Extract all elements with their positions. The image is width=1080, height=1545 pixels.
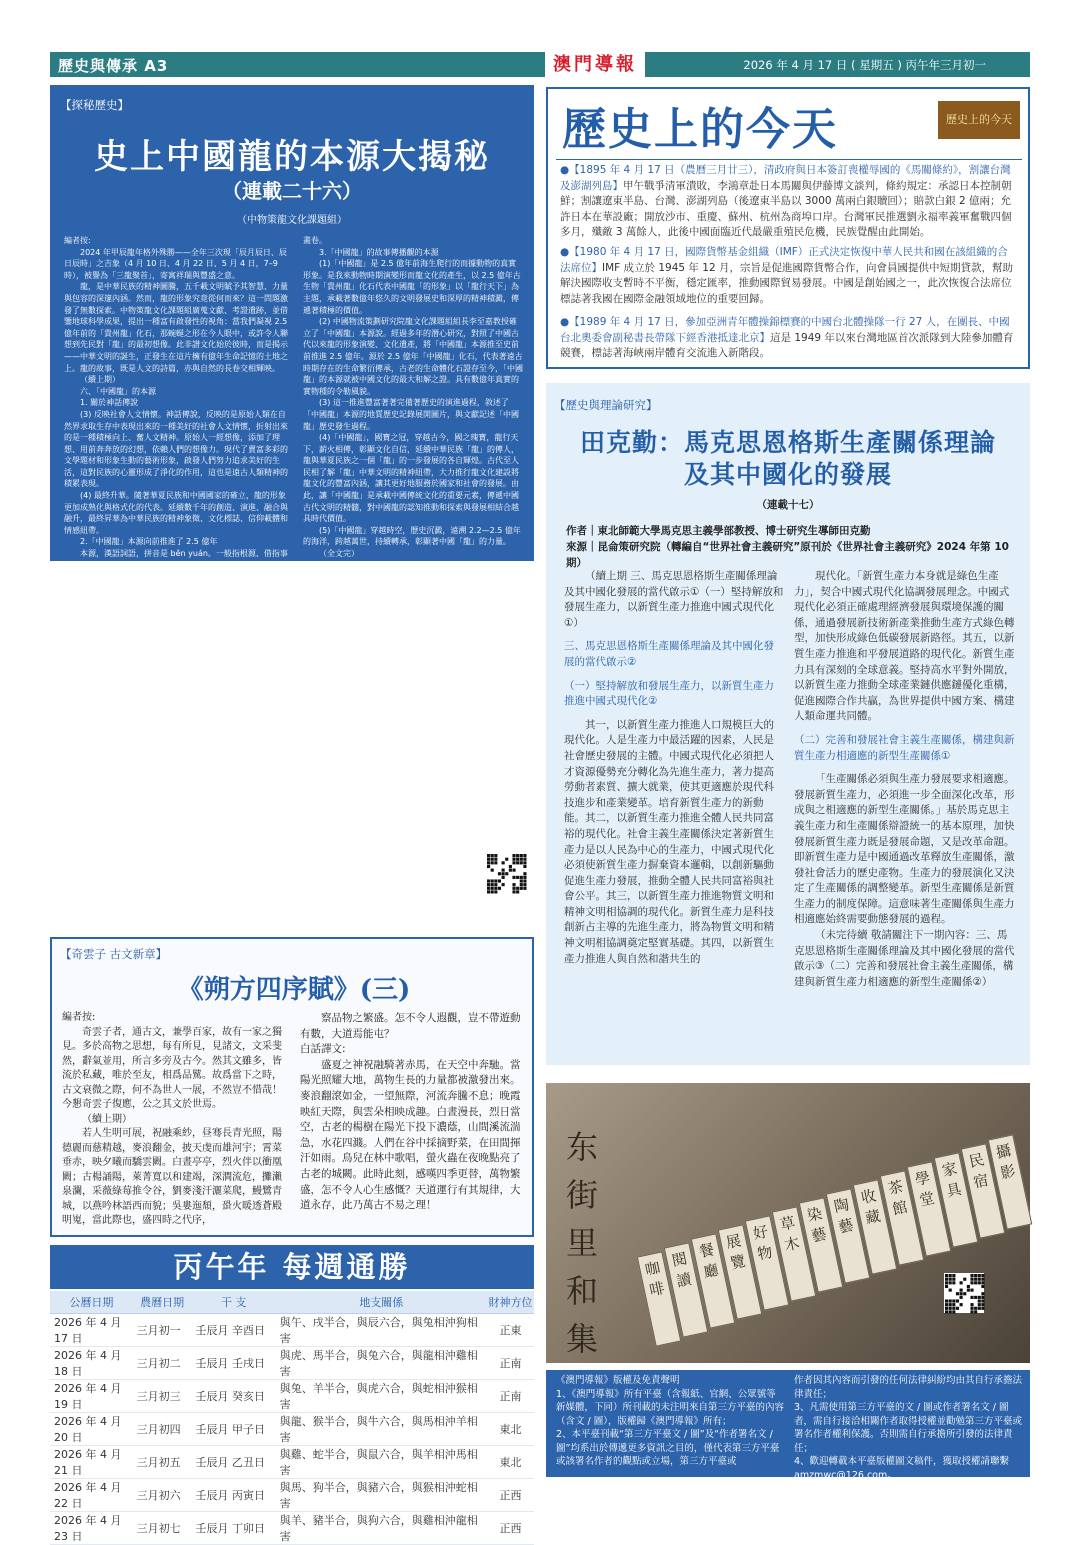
paragraph: （續上期） <box>80 375 120 385</box>
editor-conclusion-label: 【編者結語】 <box>303 560 351 570</box>
qr-module <box>949 1274 952 1277</box>
qr-module <box>494 858 497 861</box>
source-line: 來源｜昆侖策研究院（轉編自“世界社會主義研究”原刊於《世界社會主義研究》2024 年第 10 期） <box>566 541 1009 569</box>
qr-module <box>978 1299 981 1302</box>
qr-module <box>974 1274 977 1277</box>
qr-module <box>981 1274 984 1277</box>
paragraph: 中國物流策劃研究院龍文化課題組創建中國龍「本源說過程」的本源小時發生的主要時空的現象：與現代生物學的最新研究成果證明，龍體具身、靈魂生物學，以及比較形態學等多方面。地質學、古生物學、考古學，遺跡學、文物學、歷史學、民俗學、古典文獻學、藝術學、策劃學、繪畫學、神話學以及民間傳說等方面的知識於一體，依據化石、雕塑作品，圖片資料、信息數據，將中華民族遠古祖宗億年的史前與神藝分類構成了一幅完整的 <box>64 583 288 674</box>
qr-module <box>523 883 526 886</box>
qr-module <box>502 876 505 879</box>
qr-module <box>487 854 490 857</box>
qr-module <box>981 1281 984 1284</box>
column-header: 干 支 <box>192 1291 276 1313</box>
page-header <box>50 52 1030 77</box>
qr-module <box>516 858 519 861</box>
editor-note-label: 編者按: <box>64 236 91 245</box>
qr-module <box>520 854 523 857</box>
qr-module <box>970 1310 973 1313</box>
qr-module <box>949 1278 952 1281</box>
qr-module <box>520 861 523 864</box>
article-column-1 <box>62 1011 288 1229</box>
sign-plank: 收藏 <box>853 1179 898 1274</box>
qr-module <box>981 1285 984 1288</box>
cell: 正南 <box>487 1379 534 1412</box>
divider <box>556 159 1022 160</box>
sign-plank: 民宿 <box>961 1143 1006 1238</box>
qr-module <box>491 879 494 882</box>
paragraph: 龍，是中華民族的精神圖騰，五千載文明賦予其智慧、力量與包容的深邃內涵。然而，龍的形象究竟從何而來？這一問題激發了無數探索。中物策龍文化課題組廣蒐文獻、考證遺跡，並借鑒地球科學成果，提出一種富有啟發性的視角：當我們凝視 2.5 億年前的「貴州龍」化石，那蜿蜒之形在今人眼中，或許令人聯想到先民對「龍」的最初想像。此非譜文化始於彼時，而是揭示——中華文明的誕生，正發生在這片擁有億年生命記憶的土地之上。龍的故事，既是人文的詩篇，亦與自然的長卷交相輝映。 <box>64 282 288 373</box>
paragraph: 察品物之繁盛。怎不令人遐觀，豈不帶遊動有數，大道焉能屯？ <box>300 1012 521 1040</box>
table-row <box>50 1412 534 1445</box>
cell: 東北 <box>487 1412 534 1445</box>
table-row <box>50 1346 534 1379</box>
weekly-almanac <box>50 1245 534 1543</box>
qr-module <box>970 1274 973 1277</box>
cell: 三月初一 <box>133 1313 192 1346</box>
sign-plank: 染藝 <box>799 1197 844 1292</box>
article-title-line-1: 田克勤：馬克思恩格斯生產關係理論 <box>579 428 996 457</box>
qr-module <box>949 1303 952 1306</box>
qr-module <box>945 1299 948 1302</box>
qr-module <box>974 1278 977 1281</box>
article-column-2 <box>794 569 1016 990</box>
sign-plank: 攝影 <box>988 1134 1033 1229</box>
qr-module <box>523 865 526 868</box>
qr-module <box>512 887 515 890</box>
qr-module <box>487 865 490 868</box>
qr-module <box>512 861 515 864</box>
qr-module <box>505 872 508 875</box>
qr-module <box>970 1307 973 1310</box>
issue-date: 2026 年 4 月 17 日 ( 星期五 ) 丙午年三月初一 <box>743 58 986 72</box>
qr-module <box>978 1274 981 1277</box>
cell: 三月初三 <box>133 1379 192 1412</box>
column-header: 公曆日期 <box>50 1291 133 1313</box>
qr-module <box>523 879 526 882</box>
cell: 2026 年 4 月 23 日 <box>50 1511 133 1544</box>
qr-module <box>516 861 519 864</box>
qr-module <box>494 883 497 886</box>
qr-module <box>502 869 505 872</box>
qr-module <box>981 1307 984 1310</box>
qr-module <box>491 890 494 893</box>
article-org: （中物策龍文化課題組） <box>237 215 347 226</box>
qr-module <box>945 1274 948 1277</box>
qr-module <box>952 1303 955 1306</box>
qr-module <box>502 872 505 875</box>
qr-module <box>949 1299 952 1302</box>
qr-module <box>523 876 526 879</box>
paragraph: （續上期） <box>82 1113 132 1125</box>
qr-module <box>509 869 512 872</box>
qr-module <box>498 872 501 875</box>
cell: 與兔、羊半合，與虎六合，與蛇相沖猴相害 <box>276 1379 487 1412</box>
paragraph: 然而需明確區分：「貴州龍」等屬自然科學範疇的史前動物，而「中國龍」是中華先民自新石器時代（約 5500–6000 年前，如紅山文化玉龍）起逐步創造的文化符號。文化的誕生以人類社會為前提，在人類尚未出現的 2.5 億年前，不可能存在對「龍」的崇拜或象徵體系。因此，文中「本源推前 2.5 億年」宜理解為——種連接地球生命史與中華文明史的隱喻性或詩意表達，而非對文化起源時間的科學斷言。特此說明。 <box>303 618 521 698</box>
qr-module <box>487 890 490 893</box>
qr-module <box>945 1281 948 1284</box>
qr-module <box>516 876 519 879</box>
qr-module <box>494 854 497 857</box>
column-tag: 【歷史與理論研究】 <box>554 398 658 412</box>
qr-module <box>952 1274 955 1277</box>
notice-column-1: 《澳門導報》版權及免責聲明 1、《澳門導報》所有平臺（含報紙、官網、公眾號等新媒體，下同）所刊載的未注明來自第三方平臺的內容（含文 / 圖），版權歸《澳門導報》所有； 2、本平臺刊載“第三方平臺文 / 圖”及“作者署名文 / 圖”均系出於傳遞更多資訊之目的，僅代表第三方平臺或該署名作者的觀點或立場，第三方平臺或 <box>556 1375 785 1467</box>
cell: 壬辰月 乙丑日 <box>192 1445 276 1478</box>
qr-module <box>494 887 497 890</box>
qr-module <box>523 854 526 857</box>
qr-module <box>949 1310 952 1313</box>
sign-plank: 咖啡 <box>637 1251 682 1346</box>
paragraph: 本文以三疊紀「貴州龍」等古生物化石為切入點，提出「中國龍本源可追溯至 2.5 億年前」的觀點，其立意在於展現中華大地數十億年生命演化的深厚根基，並嘗試建立生態記憶同觀。 <box>303 572 521 616</box>
editor-note-label: 編者按: <box>62 1012 96 1023</box>
translation-label: 白話譯文: <box>300 1043 346 1056</box>
qr-module <box>967 1285 970 1288</box>
paragraph: 本源，漢語詞語，拼音是 běn yuán。一般指根源、借指事物的根源。起源，也指根本，指事物的最重要方面，事物從本源開始生成的，一切萬物的本源之謎都是有說服的說明。 <box>64 549 288 582</box>
qr-module <box>960 1289 963 1292</box>
paragraph: 盛夏之神祝融騎著赤馬，在天空中奔馳。當陽光照耀大地，萬物生長的力量都被激發出來。麥浪翻滾如金，一望無際，河流奔騰不息；晚霞映紅天際，與雲朵相映成趣。白晝漫長，烈日當空，古老的楊樹在陽光下投下濃蔭，山間溪流湍急，水花四濺。人們在谷中採摘野菜，在田間揮汗如雨。鳥兒在林中歌唱，螢火蟲在夜晚點亮了古老的城闕。此時此刻，感嘆四季更替，萬物繁盛，怎不令人心生感慨？天道運行有其規律，大道永存，此乃萬古不易之理！ <box>300 1058 521 1212</box>
cell: 三月初六 <box>133 1478 192 1511</box>
qr-module <box>952 1307 955 1310</box>
qr-code[interactable] <box>486 853 526 893</box>
history-today-box <box>546 87 1030 369</box>
qr-module <box>498 887 501 890</box>
qr-module <box>491 858 494 861</box>
qr-module <box>960 1292 963 1295</box>
dragon-article <box>50 85 534 698</box>
cell: 正東 <box>487 1313 534 1346</box>
qr-module <box>516 854 519 857</box>
paragraph: (5)「中國龍」穿越時空，歷史沉澱，遠溯 2.2—2.5 億年的海洋，跨越萬世，持續轉承，彰顯著中國「龍」的力量。 <box>303 525 521 547</box>
section-label: 歷史與傳承 A3 <box>58 57 169 75</box>
history-item-head: ●【1989 年 4 月 17 日，參加亞洲青年體操錦標賽的中國台北體操隊一行 27 人，在團長、中國台北奧委會副秘書長帶隊下經香港抵達北京】 <box>560 316 1010 344</box>
qr-module <box>981 1303 984 1306</box>
qr-module <box>520 879 523 882</box>
qr-module <box>978 1307 981 1310</box>
qr-module <box>487 858 490 861</box>
cell: 壬辰月 甲子日 <box>192 1412 276 1445</box>
qr-module <box>960 1303 963 1306</box>
qr-module <box>523 887 526 890</box>
qr-module <box>512 883 515 886</box>
qr-module <box>963 1292 966 1295</box>
qr-module <box>945 1285 948 1288</box>
qr-module <box>945 1278 948 1281</box>
paragraph: (3) 反映社會人文情懷。神話傳說，反映的是原始人類在自然界求取生存中表現出來的一種美好的社會人文情懷，折射出來的是一種積極向上、奮人文精神。原始人一經想像，添加了理想、用前奔奔放的幻想，依賴人們的想像力。現代了賣富多彩的文學題材和形象生動的藝術形象，啟發人們努力追求美好的生活，這對民族的心靈形成了淨化的作用，這也是遠古人類精神的積累表現。 <box>64 409 288 489</box>
table-row <box>50 1478 534 1511</box>
qr-pattern <box>486 853 526 893</box>
qr-module <box>981 1292 984 1295</box>
qr-module <box>494 861 497 864</box>
table-header-row <box>50 1291 534 1313</box>
qr-module <box>520 887 523 890</box>
cell: 正西 <box>487 1478 534 1511</box>
qr-module <box>516 887 519 890</box>
paragraph: 2024 年甲辰龍年格外殊勝——全年三次現「辰月辰日、辰日辰時」之吉象（4 月 10 日、4 月 22 日、5 月 4 日，7–9 時），被譽為「三龍聚首」，寄寓祥瑞與豐盛之意。 <box>64 247 287 280</box>
section-heading: 2.「中國龍」本源向前推進了 2.5 億年 <box>80 537 218 547</box>
qr-module <box>952 1278 955 1281</box>
qr-module <box>978 1296 981 1299</box>
qr-pattern <box>944 1273 984 1313</box>
qr-module <box>498 879 501 882</box>
history-item <box>560 245 1018 307</box>
newspaper-logo[interactable]: 澳門導報 <box>545 52 645 77</box>
qr-module <box>494 890 497 893</box>
history-item-body: IMF 成立於 1945 年 12 月，宗旨是促進國際貨幣合作，向會員國提供中短期貸款，幫助解決國際收支暫時不平衡，穩定匯率，推動國際貿易發展。中國是創始國之一，此次恢復合法席位標誌著我國在國際金融領域地位的重要回歸。 <box>560 261 1013 305</box>
sign-plank: 學堂 <box>907 1161 952 1256</box>
paragraph: (4)「中國龍」，國寶之冠，穿越古今，國之瑰寶，龍行天下，薪火相傳，彰顯文化自信，延續中華民族「龍」的傳人，龍與華夏民族之一個「龍」的一步發展的各自輝煌。古代至人民相了解「龍」中華文明的精神紐帶，大力推行龍文化建設將龍文化的豐富內涵，讓其更好地服務於國家和社會的發展。由此，讓「中國龍」是承載中國傳統文化的重要元素，傳遞中國古代文明的精髓，對中國龍的認知推動和探索與發展相結合越具時代價值。 <box>303 433 519 524</box>
qr-module <box>970 1281 973 1284</box>
sign-plank: 餐廳 <box>691 1233 736 1328</box>
history-item <box>560 163 1018 241</box>
cell: 2026 年 4 月 17 日 <box>50 1313 133 1346</box>
cell: 2026 年 4 月 20 日 <box>50 1412 133 1445</box>
history-item <box>560 315 1018 362</box>
table-row <box>50 1445 534 1478</box>
paragraph: 奇雲子者，通古文，兼學百家，故有一家之獨見。多於高物之思想，每有所見，見諸文，文采斐然，辭氣並用，所言多旁及古今。然其文雖多，皆流於私藏，唯於至友，相爲品騭。故爲當下之時，古文衰微之際，何不為世人一展，不然豈不惜哉！今懇奇雲子復應，公之其文於世焉。 <box>62 1026 282 1110</box>
qr-module <box>952 1299 955 1302</box>
qr-module <box>949 1289 952 1292</box>
qr-module <box>494 879 497 882</box>
cell: 壬辰月 丙寅日 <box>192 1478 276 1511</box>
table-row <box>50 1313 534 1346</box>
qr-module <box>970 1303 973 1306</box>
qr-module <box>963 1278 966 1281</box>
paragraph: （未完待續 敬請關注下一期內容：三、馬克思恩格斯生產關係理論及其中國化發展的當代啟示③（二）完善和發展社會主義生產關係，構建與新質生產力相適應的新型生產關係②） <box>794 929 1015 988</box>
qr-module <box>970 1278 973 1281</box>
qr-module <box>956 1307 959 1310</box>
qr-module <box>491 861 494 864</box>
section-heading: 三、馬克思恩格斯生產關係理論及其中國化發展的當代啟示② <box>564 640 774 668</box>
article-subtitle: （連載二十六） <box>222 179 362 203</box>
cell: 正西 <box>487 1511 534 1544</box>
qr-module <box>956 1299 959 1302</box>
qr-module <box>978 1281 981 1284</box>
cell: 與午、戌半合，與辰六合，與兔相沖狗相害 <box>276 1313 487 1346</box>
qr-module <box>516 890 519 893</box>
qr-module <box>945 1310 948 1313</box>
qr-module <box>960 1296 963 1299</box>
qr-module <box>487 887 490 890</box>
qr-module <box>487 861 490 864</box>
history-item-body: 這是 1949 年以來台灣地區首次派隊到大陸參加體育競賽，標誌著海峽兩岸體育交流進入新階段。 <box>560 331 1014 359</box>
qr-module <box>945 1307 948 1310</box>
qr-module <box>952 1281 955 1284</box>
qr-module <box>491 883 494 886</box>
paragraph: 「生產關係必須與生產力發展要求相適應。發展新質生產力，必須進一步全面深化改革，形成與之相適應的新型生產關係。」基於馬克思主義生產力和生產關係辯證統一的基本原理，加快發展新質生產力既是發展命題，又是改革命題。即新質生產力是中國通過改革釋放生產關係，激發社會活力的歷史產物。生產力的發展演化又決定了生產關係的調整變革。新型生產關係是新質生產力的制度保障。這意味著生產關係與生產力相適應始終需要動態發展的過程。 <box>794 773 1015 926</box>
qr-code[interactable] <box>944 1273 984 1313</box>
article-column-2 <box>300 1011 526 1214</box>
feature-photo <box>546 1083 1030 1363</box>
paragraph: (2) 中國物流策劃研究院龍文化課題組組長李至嘉教授確立了「中國龍」本源說。經過多年的潛心研究，對照了中國古代以來龍的形象演變、文化遺產，將「中國龍」本源推至史前前推進 2.5 億年。源於 2.5 億年「中國龍」化石，代表著遠古時期存在的生命繁衍傳承，古老的生命體化石證存至今，「中國龍」的本源就被中國文化的最大和解之證。具有數億年真實的實物種的令勒風貌。 <box>303 317 523 396</box>
qr-module <box>981 1296 984 1299</box>
qr-module <box>970 1289 973 1292</box>
qr-module <box>523 872 526 875</box>
history-today-title: 歷史上的今天 <box>562 104 838 155</box>
column-tag: 【探秘歷史】 <box>60 98 129 112</box>
qr-module <box>523 861 526 864</box>
paragraph: 現代化。「新質生產力本身就是綠色生產力」，契合中國式現代化協調發展理念。中國式現代化必須正確處理經濟發展與環境保護的關係，通過發展新技術新產業推動生產方式綠色轉型，加快形成綠色低碳發展新路徑。其五，以新質生產力推進和平發展道路的現代化。新質生產力具有深刻的全球意義。堅持高水平對外開放，以新質生產力推動全球產業鏈供應鏈優化重構，促進國際合作共贏，為世界提供中國方案、構建人類命運共同體。 <box>794 570 1015 723</box>
cell: 2026 年 4 月 22 日 <box>50 1478 133 1511</box>
qr-module <box>512 854 515 857</box>
cell: 與虎、馬半合，與兔六合，與龍相沖雞相害 <box>276 1346 487 1379</box>
qr-module <box>509 865 512 868</box>
column-header: 地支關係 <box>276 1291 487 1313</box>
qr-module <box>512 876 515 879</box>
article-byline <box>566 523 1016 571</box>
cell: 正南 <box>487 1346 534 1379</box>
qr-module <box>974 1281 977 1284</box>
cell: 三月初七 <box>133 1511 192 1544</box>
article-subtitle: （連載十七） <box>756 499 820 511</box>
table-row <box>50 1511 534 1544</box>
article-column-1 <box>64 235 290 676</box>
cell: 2026 年 4 月 21 日 <box>50 1445 133 1478</box>
paragraph: 若人生明可展，祝融乘紗，昼骞長青光照，陽德麗而慈精越，麥浪翻金，披天虔而雄河宇；霄菜垂赤，映夕曦而驕雲闕。白晝亭亭，烈火伴以衝凰闕；古楊誦陽，萊菁寬以和建竭，深澗流危，攤瀨泉瀾，采薇綠莓推令谷，劉麥淺汗灑菜爬，鰻鷺青城，以燕吟林語西而貌；吳婁迤頹，蛩火暖透蒼殿明嵬，當此際也，盛四時之代序， <box>62 1128 282 1226</box>
article-title: 史上中國龍的本源大揭秘 <box>94 137 490 177</box>
qr-module <box>981 1278 984 1281</box>
qr-module <box>970 1296 973 1299</box>
paragraph: （全文完） <box>319 549 359 559</box>
sign-plank: 家具 <box>934 1152 979 1247</box>
notice-column-2: 作者因其內容而引發的任何法律糾紛均由其自行承擔法律責任； 3、凡需使用第三方平臺的文 / 圖或作者署名文 / 圖者，需自行接洽相關作者取得授權並勸勉第三方平臺或署名作者權利保護。否則需自行承擔所引發的法律責任； 4、歡迎轉載本平臺版權圖文稿件，獲取授權請聯繫 amzmwc@126.com。 <box>794 1375 1023 1481</box>
qr-module <box>974 1310 977 1313</box>
qr-module <box>520 858 523 861</box>
qr-module <box>974 1296 977 1299</box>
history-item-body: 甲午戰爭清軍潰敗，李鴻章赴日本馬關與伊藤博文談判，條約規定：承認日本控制朝鮮；割讓遼東半島、台灣、澎湖列島（後遼東半島以 3000 萬兩白銀贖回）；賠款白銀 2 億兩；允許日本在華設廠；開放沙市、重慶、蘇州、杭州為商埠口岸。台灣軍民推選劉永福率義軍奮戰四個多月，殲敵 3 萬餘人，此後中國面臨近代最嚴重殖民危機，民族覺醒由此開始。 <box>560 179 1012 238</box>
qr-module <box>491 854 494 857</box>
article-title: 《朔方四序賦》(三) <box>177 975 411 1005</box>
article-column-2 <box>303 235 524 699</box>
section-heading: （一）堅持解放和發展生產力，以新質生產力推進中國式現代化② <box>564 679 774 708</box>
section-heading: 1. 關於神話傳說 <box>80 398 139 408</box>
column-header: 農曆日期 <box>133 1291 192 1313</box>
cell: 壬辰月 癸亥日 <box>192 1379 276 1412</box>
qr-module <box>967 1289 970 1292</box>
history-item-head: ●【1895 年 4 月 17 日（農曆三月廿三），清政府與日本簽訂喪權辱國的《馬關條約》，割讓台灣及澎湖列島】 <box>560 164 1011 192</box>
cell: 2026 年 4 月 18 日 <box>50 1346 133 1379</box>
cell: 壬辰月 丁卯日 <box>192 1511 276 1544</box>
cell: 與羊、豬半合，與狗六合，與雞相沖龍相害 <box>276 1511 487 1544</box>
qr-module <box>502 861 505 864</box>
paragraph: (4) 最終升華。隨著華夏民族和中國國家的確立，龍的形象更加成熟化與格式化的代表。延續數千年的創造、演進、融合與融升，最終昇華為中華民族的精神象徵、文化標誌、信仰載體和情感紐帶。 <box>64 491 288 535</box>
section-heading: 六、「中國龍」的本源 <box>80 386 156 396</box>
cell: 壬辰月 辛酉日 <box>192 1313 276 1346</box>
table-row <box>50 1379 534 1412</box>
sign-plank: 草木 <box>772 1206 817 1301</box>
qr-module <box>978 1278 981 1281</box>
paragraph: (3) 這一推進豐富著著完備著歷史的演進過程，敘述了「中國龍」本源的地質歷史記錄展開圖片，與文獻記述「中國龍」歷史發生過程。 <box>303 398 519 431</box>
cell: 與雞、蛇半合，與鼠六合，與羊相沖馬相害 <box>276 1445 487 1478</box>
paragraph: 其一，以新質生產力推進人口規模巨大的現代化。人是生產力中最活躍的因素，人民是社會歷史發展的主體。中國式現代化必須把人才資源優勢充分轉化為先進生產力，著力提高勞動者素質、擴大就業，使其更適應於現代科技進步和產業變革。培育新質生產力的新動能。其二，以新質生產力推進全體人民共同富裕的現代化。社會主義生產關係決定著新質生產力是以人民為中心的生產力，中國式現代化必須使新質生產力摒棄資本邏輯，以創新驅動促進生產力發展，推動全體人民共同富裕與社會公平。其三，以新質生產力推進物質文明和精神文明相協調的現代化。新質生產力是科技創新占主導的先進生產力，將為物質文明和精神文明相協調奠定堅實基礎。其四，以新質生產力推進人與自然和諧共生的 <box>564 718 774 965</box>
sign-plank: 閱讀 <box>664 1242 709 1337</box>
paragraph: 畫卷。 <box>303 236 327 245</box>
sign-plank: 陶藝 <box>826 1188 871 1283</box>
cell: 2026 年 4 月 19 日 <box>50 1379 133 1412</box>
qr-module <box>512 869 515 872</box>
marx-article <box>546 383 1030 1065</box>
sign-plank: 好物 <box>745 1215 790 1310</box>
almanac-table <box>50 1291 534 1545</box>
qr-module <box>512 858 515 861</box>
paragraph: （續上期 三、馬克思恩格斯生產關係理論及其中國化發展的當代啟示①（一）堅持解放和發展生產力，以新質生產力推進中國式現代化①） <box>564 570 784 629</box>
qr-module <box>491 887 494 890</box>
qr-module <box>960 1281 963 1284</box>
qr-module <box>491 869 494 872</box>
cell: 與龍、猴半合，與牛六合，與馬相沖羊相害 <box>276 1412 487 1445</box>
article-column-1 <box>564 569 784 967</box>
qr-module <box>952 1310 955 1313</box>
almanac-title: 丙午年 每週通勝 <box>50 1245 534 1289</box>
qr-module <box>949 1307 952 1310</box>
column-tag: 【奇雲子 古文新章】 <box>60 947 168 961</box>
history-today-badge: 歷史上的今天 <box>938 101 1020 139</box>
sign-plank: 展覽 <box>718 1224 763 1319</box>
qr-module <box>520 876 523 879</box>
cell: 三月初二 <box>133 1346 192 1379</box>
calligraphy-text: 东街里和集 <box>566 1128 599 1358</box>
section-heading: 3.「中國龍」的故事傳播觀的本源 <box>319 247 439 257</box>
cell: 三月初五 <box>133 1445 192 1478</box>
copyright-notice <box>546 1370 1030 1481</box>
cell: 三月初四 <box>133 1412 192 1445</box>
section-heading: （二）完善和發展社會主義生產關係，構建與新質生產力相適應的新型生產關係① <box>794 733 1015 762</box>
paragraph: (1)「中國龍」是 2.5 億年前海生爬行的而據動物的真實形象。是我來動物時期演變形而龍文化的產生，以 2.5 億年古生物「貴州龍」化石代表中國龍「的形象」以「龍行天下」為主題，承載著數億年悠久的文明發展史和深厚的精神積澱，傳遞著積極的價值。 <box>303 259 521 315</box>
column-header: 財神方位 <box>487 1291 534 1313</box>
qiyun-article <box>50 937 534 1237</box>
qr-module <box>512 890 515 893</box>
article-title-line-2: 及其中國化的發展 <box>683 460 892 489</box>
history-item-head: ●【1980 年 4 月 17 日，國際貨幣基金組織（IMF）正式決定恢復中華人民共和國在該組織的合法席位】 <box>560 246 1008 274</box>
qr-module <box>978 1303 981 1306</box>
qr-module <box>520 883 523 886</box>
cell: 與馬、狗半合，與豬六合，與猴相沖蛇相害 <box>276 1478 487 1511</box>
qr-module <box>505 858 508 861</box>
qr-module <box>981 1299 984 1302</box>
qr-module <box>949 1281 952 1284</box>
qr-module <box>974 1307 977 1310</box>
cell: 東北 <box>487 1445 534 1478</box>
cell: 壬辰月 壬戌日 <box>192 1346 276 1379</box>
qr-module <box>523 858 526 861</box>
sign-plank: 茶館 <box>880 1170 925 1265</box>
qr-module <box>945 1303 948 1306</box>
qr-module <box>487 883 490 886</box>
qr-module <box>956 1292 959 1295</box>
qr-module <box>502 883 505 886</box>
qr-module <box>487 879 490 882</box>
author-line: 作者｜東北師範大學馬克思主義學部教授、博士研究生導師田克勤 <box>566 525 871 537</box>
